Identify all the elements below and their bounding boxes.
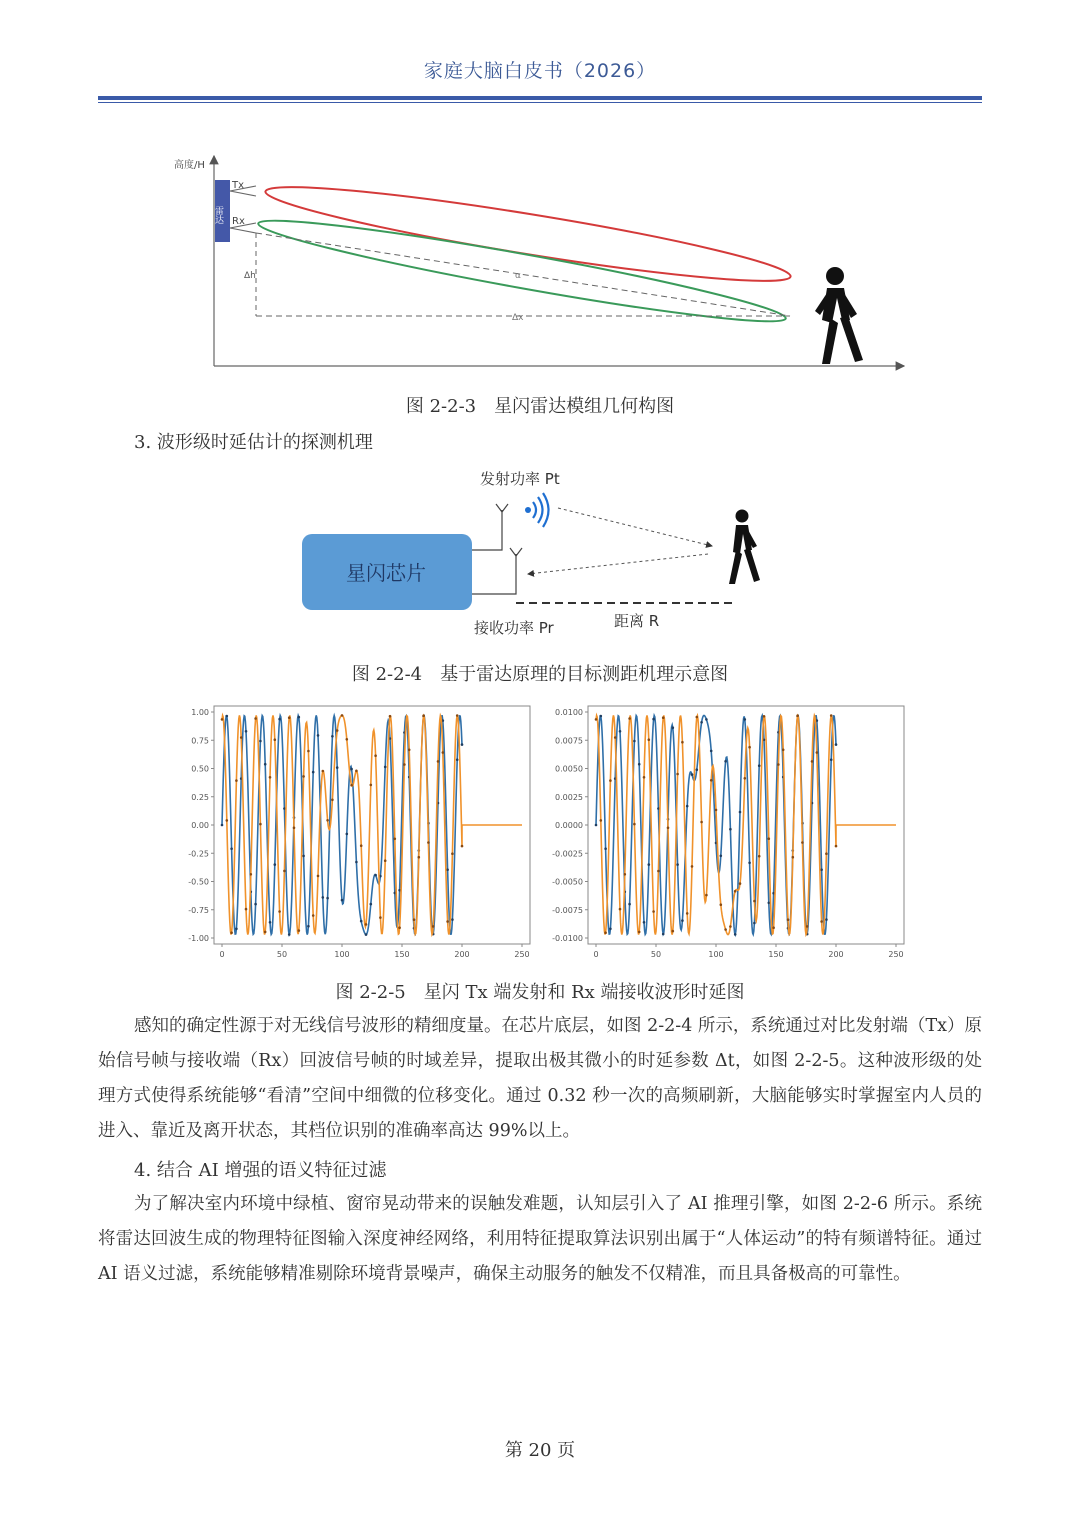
series-point-rx bbox=[365, 923, 368, 926]
series-point-tx bbox=[600, 715, 603, 718]
y-tick-label: -0.0025 bbox=[552, 849, 583, 859]
alpha-label: α bbox=[515, 271, 521, 281]
y-tick-label: 0.0050 bbox=[555, 764, 583, 774]
series-point-rx bbox=[700, 821, 703, 824]
dx-label: Δx bbox=[512, 313, 524, 323]
x-tick-label: 100 bbox=[708, 950, 724, 959]
series-point-rx bbox=[662, 716, 665, 719]
series-point-rx bbox=[230, 931, 233, 934]
series-point-rx bbox=[326, 819, 329, 822]
series-point-rx bbox=[676, 773, 679, 776]
series-point-tx bbox=[269, 921, 272, 924]
y-tick-label: -0.0100 bbox=[552, 934, 583, 943]
series-point-rx bbox=[619, 908, 622, 911]
series-point-rx bbox=[777, 763, 780, 766]
series-point-rx bbox=[283, 870, 286, 873]
series-point-rx bbox=[614, 736, 617, 739]
series-point-rx bbox=[768, 837, 771, 840]
y-tick-label: 0.0000 bbox=[555, 821, 583, 830]
series-point-tx bbox=[835, 743, 838, 746]
series-point-tx bbox=[619, 730, 622, 733]
series-point-rx bbox=[667, 827, 670, 830]
series-point-rx bbox=[374, 754, 377, 757]
series-point-tx bbox=[456, 758, 459, 761]
y-tick-label: -0.25 bbox=[188, 849, 209, 859]
series-point-rx bbox=[734, 890, 737, 893]
figure-caption-2-2-4: 图 2-2-4 基于雷达原理的目标测距机理示意图 bbox=[351, 664, 729, 685]
series-point-rx bbox=[245, 908, 248, 911]
series-point-rx bbox=[705, 894, 708, 897]
series-point-rx bbox=[403, 763, 406, 766]
series-point-tx bbox=[700, 721, 703, 724]
y-tick-label: 0.0100 bbox=[555, 708, 583, 717]
x-tick-label: 200 bbox=[454, 950, 470, 959]
series-point-rx bbox=[384, 859, 387, 862]
series-point-rx bbox=[604, 931, 607, 934]
y-axis-label: 高度/H bbox=[174, 160, 205, 171]
series-point-tx bbox=[696, 768, 699, 771]
series-point-tx bbox=[672, 726, 675, 729]
series-point-rx bbox=[312, 914, 315, 917]
series-point-tx bbox=[628, 903, 631, 906]
series-point-tx bbox=[274, 863, 277, 866]
transmit-path bbox=[558, 508, 712, 546]
series-point-tx bbox=[729, 828, 732, 831]
series-point-tx bbox=[820, 868, 823, 871]
x-tick-label: 150 bbox=[768, 950, 784, 959]
series-point-rx bbox=[715, 809, 718, 812]
series-point-rx bbox=[331, 799, 334, 802]
series-point-tx bbox=[720, 855, 723, 858]
section-heading-3: 3. 波形级时延估计的探测机理 bbox=[134, 432, 373, 453]
series-point-tx bbox=[451, 918, 454, 921]
series-point-rx bbox=[437, 760, 440, 763]
series-point-rx bbox=[595, 718, 598, 721]
x-tick-label: 0 bbox=[593, 950, 599, 959]
series-point-rx bbox=[691, 865, 694, 868]
series-point-rx bbox=[710, 779, 713, 782]
series-point-tx bbox=[681, 919, 684, 922]
figure-caption-2-2-3: 图 2-2-3 星闪雷达模组几何构图 bbox=[405, 396, 675, 417]
series-point-tx bbox=[264, 763, 267, 766]
ranging-diagram bbox=[296, 462, 786, 646]
series-point-rx bbox=[307, 750, 310, 753]
tx-beam bbox=[262, 172, 794, 297]
series-point-rx bbox=[235, 779, 238, 782]
series-point-tx bbox=[748, 862, 751, 865]
series-point-rx bbox=[672, 930, 675, 933]
series-point-rx bbox=[830, 714, 833, 717]
y-tick-label: 0.25 bbox=[191, 792, 209, 802]
series-point-tx bbox=[360, 920, 363, 923]
rx-feed-line bbox=[472, 554, 516, 594]
series-point-tx bbox=[676, 863, 679, 866]
series-point-tx bbox=[259, 740, 262, 743]
body-paragraph-2: 为了解决室内环境中绿植、窗帘晃动带来的误触发难题，认知层引入了 AI 推理引擎，如图 2-2-6 所示。系统将雷达回波生成的物理特征图输入深度神经网络，利用特征提取算法识别出属于“人体运动”的特有频谱特征。通过 AI 语义过滤，系统能够精准剔除环境背景噪声，确保主动服务的触发不仅精准，而且具备极高的可靠性。 bbox=[98, 1194, 982, 1284]
series-point-rx bbox=[413, 918, 416, 921]
series-point-tx bbox=[734, 933, 737, 936]
series-point-rx bbox=[744, 777, 747, 780]
series-point-tx bbox=[278, 718, 281, 721]
y-tick-label: 0.00 bbox=[191, 821, 209, 830]
series-point-rx bbox=[451, 852, 454, 855]
series-point-rx bbox=[748, 746, 751, 749]
series-point-tx bbox=[346, 833, 349, 836]
series-point-tx bbox=[355, 861, 358, 864]
slant-range-line bbox=[256, 233, 790, 316]
series-point-tx bbox=[686, 805, 689, 808]
y-tick-label: -0.0075 bbox=[552, 905, 583, 915]
series-point-tx bbox=[221, 824, 224, 827]
series-point-tx bbox=[724, 760, 727, 763]
series-point-rx bbox=[643, 776, 646, 779]
series-point-rx bbox=[269, 776, 272, 779]
y-tick-label: 0.50 bbox=[191, 764, 209, 774]
series-point-tx bbox=[643, 921, 646, 924]
series-point-tx bbox=[758, 764, 761, 767]
series-point-rx bbox=[792, 856, 795, 859]
series-point-tx bbox=[638, 763, 641, 766]
series-point-rx bbox=[753, 900, 756, 903]
series-point-tx bbox=[374, 874, 377, 877]
x-tick-label: 250 bbox=[888, 950, 904, 959]
series-point-tx bbox=[830, 758, 833, 761]
tx-label: Tx bbox=[232, 180, 245, 191]
series-point-rx bbox=[624, 873, 627, 876]
series-point-rx bbox=[648, 738, 651, 741]
series-point-tx bbox=[739, 811, 742, 814]
series-point-rx bbox=[427, 841, 430, 844]
series-point-tx bbox=[317, 734, 320, 737]
series-point-rx bbox=[633, 823, 636, 826]
echo-path bbox=[528, 554, 708, 574]
series-point-tx bbox=[298, 716, 301, 719]
series-point-tx bbox=[365, 933, 368, 936]
series-point-rx bbox=[336, 729, 339, 732]
series-point-rx bbox=[408, 749, 411, 752]
series-point-rx bbox=[298, 929, 301, 932]
series-point-rx bbox=[729, 925, 732, 928]
series-point-tx bbox=[230, 847, 233, 850]
series-point-rx bbox=[772, 926, 775, 929]
series-point-tx bbox=[710, 750, 713, 753]
series-point-rx bbox=[221, 718, 224, 721]
series-point-tx bbox=[235, 928, 238, 931]
series-point-tx bbox=[648, 863, 651, 866]
series-point-rx bbox=[446, 920, 449, 923]
series-point-rx bbox=[317, 875, 320, 878]
y-tick-label: 0.75 bbox=[191, 736, 209, 746]
series-point-tx bbox=[705, 718, 708, 721]
series-point-rx bbox=[816, 751, 819, 754]
y-tick-label: 1.00 bbox=[191, 708, 209, 717]
body-paragraph-1: 感知的确定性源于对无线信号波形的精细度量。在芯片底层，如图 2-2-4 所示，系统通过对比发射端（Tx）原始信号帧与接收端（Rx）回波信号帧的时域差异，提取出极其微小的时延参数 Δt，如图 2-2-5。这种波形级的处理方式使得系统能够“看清”空间中细微的位移变化。通过 0.32 秒一次的高频刷新，大脑能够实时掌握室内人员的进入、靠近及离开状态，其档位识别的准确率高达 99%以上。 bbox=[98, 1016, 982, 1141]
section-heading-4: 4. 结合 AI 增强的语义特征过滤 bbox=[134, 1160, 387, 1181]
series-point-rx bbox=[628, 717, 631, 720]
series-point-rx bbox=[652, 910, 655, 913]
series-point-rx bbox=[638, 931, 641, 934]
series-point-rx bbox=[835, 845, 838, 848]
series-point-rx bbox=[432, 925, 435, 928]
series-point-tx bbox=[322, 896, 325, 899]
series-point-tx bbox=[326, 897, 329, 900]
waveform-chart-right bbox=[538, 700, 910, 962]
series-point-rx bbox=[226, 819, 229, 822]
series-point-rx bbox=[782, 749, 785, 752]
header-rule-thin bbox=[98, 102, 982, 103]
series-point-rx bbox=[370, 784, 373, 787]
series-point-tx bbox=[768, 902, 771, 905]
y-tick-label: 0.0025 bbox=[555, 792, 583, 802]
series-point-rx bbox=[293, 827, 296, 830]
series-point-tx bbox=[288, 933, 291, 936]
series-point-rx bbox=[254, 717, 257, 720]
series-point-rx bbox=[657, 870, 660, 873]
series-point-rx bbox=[274, 738, 277, 741]
y-tick-label: -0.0050 bbox=[552, 877, 583, 887]
series-point-tx bbox=[302, 855, 305, 858]
page-number: 第 20 页 bbox=[504, 1440, 576, 1461]
series-point-tx bbox=[753, 922, 756, 925]
walking-person-icon bbox=[729, 510, 760, 585]
x-tick-label: 50 bbox=[276, 950, 288, 959]
series-point-rx bbox=[686, 912, 689, 915]
series-point-rx bbox=[250, 873, 253, 876]
series-point-rx bbox=[461, 845, 464, 848]
series-point-tx bbox=[662, 933, 665, 936]
walking-person-icon bbox=[815, 267, 863, 364]
series-point-tx bbox=[312, 771, 315, 774]
header-rule bbox=[98, 96, 982, 100]
series-point-rx bbox=[787, 918, 790, 921]
rx-label: Rx bbox=[232, 216, 245, 227]
x-tick-label: 100 bbox=[334, 950, 350, 959]
series-point-rx bbox=[825, 852, 828, 855]
series-point-rx bbox=[302, 775, 305, 778]
geometry-diagram bbox=[160, 148, 920, 376]
series-point-tx bbox=[461, 743, 464, 746]
distance-label: 距离 R bbox=[614, 612, 660, 630]
series-point-rx bbox=[456, 714, 459, 717]
series-point-tx bbox=[744, 718, 747, 721]
series-point-rx bbox=[600, 819, 603, 822]
series-point-tx bbox=[254, 903, 257, 906]
series-point-rx bbox=[758, 855, 761, 858]
series-point-tx bbox=[446, 868, 449, 871]
x-tick-label: 200 bbox=[828, 950, 844, 959]
series-point-rx bbox=[288, 716, 291, 719]
series-point-rx bbox=[379, 916, 382, 919]
series-point-tx bbox=[604, 847, 607, 850]
x-tick-label: 250 bbox=[514, 950, 530, 959]
series-point-tx bbox=[350, 768, 353, 771]
waveform-chart-left bbox=[170, 700, 532, 962]
signal-wave-icon bbox=[525, 493, 549, 527]
series-point-tx bbox=[652, 718, 655, 721]
series-point-rx bbox=[724, 928, 727, 931]
series-point-rx bbox=[820, 920, 823, 923]
series-point-tx bbox=[370, 903, 373, 906]
figure-caption-2-2-5: 图 2-2-5 星闪 Tx 端发射和 Rx 端接收波形时延图 bbox=[335, 982, 745, 1003]
series-point-rx bbox=[806, 925, 809, 928]
series-point-tx bbox=[595, 824, 598, 827]
radar-label: 雷达 bbox=[213, 206, 223, 224]
series-point-tx bbox=[341, 899, 344, 902]
y-tick-label: -1.00 bbox=[188, 934, 209, 943]
y-tick-label: -0.75 bbox=[188, 905, 209, 915]
series-point-rx bbox=[422, 714, 425, 717]
series-point-rx bbox=[796, 714, 799, 717]
series-point-rx bbox=[739, 882, 742, 885]
series-point-tx bbox=[633, 740, 636, 743]
series-point-rx bbox=[346, 738, 349, 741]
series-point-rx bbox=[696, 716, 699, 719]
series-point-rx bbox=[322, 770, 325, 773]
series-point-rx bbox=[240, 736, 243, 739]
series-point-tx bbox=[609, 928, 612, 931]
series-point-rx bbox=[341, 714, 344, 717]
tx-power-label: 发射功率 Pt bbox=[480, 470, 560, 488]
y-tick-label: 0.0075 bbox=[555, 736, 583, 746]
series-point-rx bbox=[801, 841, 804, 844]
dh-label: Δh bbox=[244, 271, 256, 281]
series-point-rx bbox=[350, 784, 353, 787]
series-point-rx bbox=[389, 715, 392, 718]
series-point-tx bbox=[336, 766, 339, 769]
series-point-rx bbox=[398, 926, 401, 929]
series-point-rx bbox=[394, 838, 397, 841]
series-point-tx bbox=[691, 773, 694, 776]
series-point-rx bbox=[681, 741, 684, 744]
series-point-rx bbox=[355, 770, 358, 773]
series-point-rx bbox=[609, 779, 612, 782]
series-point-rx bbox=[811, 760, 814, 763]
series-point-tx bbox=[226, 715, 229, 718]
series-point-tx bbox=[307, 925, 310, 928]
series-point-rx bbox=[259, 823, 262, 826]
series-point-rx bbox=[360, 844, 363, 847]
series-point-tx bbox=[245, 730, 248, 733]
x-tick-label: 50 bbox=[650, 950, 662, 959]
x-tick-label: 150 bbox=[394, 950, 410, 959]
rx-power-label: 接收功率 Pr bbox=[474, 619, 554, 637]
series-point-rx bbox=[442, 751, 445, 754]
series-point-rx bbox=[418, 856, 421, 859]
y-tick-label: -0.50 bbox=[188, 877, 209, 887]
series-point-rx bbox=[264, 931, 267, 934]
x-tick-label: 0 bbox=[219, 950, 225, 959]
series-point-rx bbox=[720, 903, 723, 906]
series-point-rx bbox=[278, 910, 281, 913]
series-point-tx bbox=[825, 918, 828, 921]
series-point-tx bbox=[384, 766, 387, 769]
series-point-rx bbox=[763, 715, 766, 718]
tx-feed-line bbox=[472, 510, 502, 550]
series-point-tx bbox=[331, 735, 334, 738]
page-header: 家庭大脑白皮书（2026） bbox=[423, 60, 657, 82]
chip-label: 星闪芯片 bbox=[346, 561, 426, 585]
